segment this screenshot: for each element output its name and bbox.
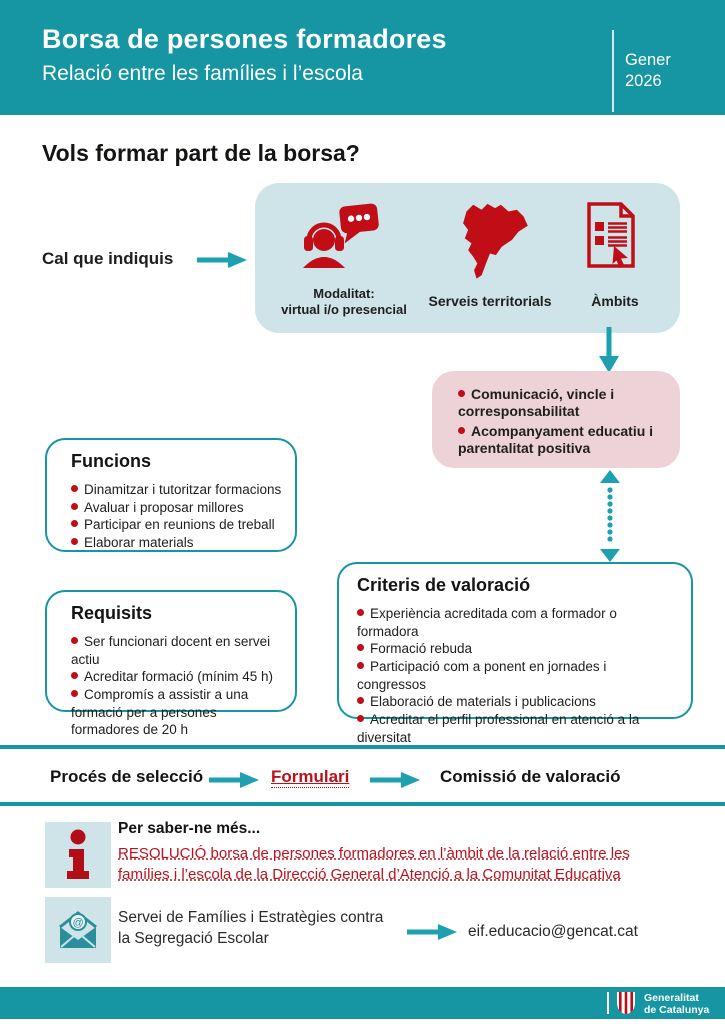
- list-item: Participar en reunions de treball: [71, 516, 283, 534]
- list-item: Experiència acreditada com a formador o formadora: [357, 606, 617, 639]
- header-divider: [612, 30, 614, 112]
- modalitat-label: Modalitat: virtual i/o presencial: [281, 286, 407, 317]
- criteris-title: Criteris de valoració: [357, 575, 531, 595]
- list-item: Acreditar formació (mínim 45 h): [71, 668, 283, 686]
- bullet-icon: [71, 503, 78, 510]
- list-item: Formació rebuda: [357, 640, 679, 658]
- criteris-list: [357, 605, 679, 746]
- catalonia-map-icon: [448, 196, 532, 284]
- requisits-title: Requisits: [71, 603, 153, 623]
- requisits-list: [71, 633, 283, 739]
- right-arrow-icon: [195, 250, 247, 270]
- header-date: [625, 50, 671, 91]
- headset-chat-icon: [292, 200, 392, 280]
- funcions-list: [71, 481, 283, 552]
- right-arrow-icon: [368, 770, 420, 790]
- section-question: Vols formar part de la borsa?: [42, 140, 360, 166]
- funcions-title: Funcions: [71, 451, 151, 471]
- bullet-icon: [458, 390, 465, 397]
- info-icon-tile: [45, 822, 111, 888]
- page-subtitle: Relació entre les famílies i l’escola: [42, 62, 363, 85]
- bullet-icon: [357, 644, 364, 651]
- list-item: Elaboració de materials i publicacions: [357, 693, 679, 711]
- list-item: Avaluar i proposar millores: [71, 499, 283, 517]
- service-name: Servei de Famílies i Estratègies contra la Segregació Escolar: [118, 909, 384, 947]
- header-date-year: 2026: [625, 71, 662, 90]
- bullet-icon: [71, 637, 78, 644]
- bullet-icon: [71, 672, 78, 679]
- email-address-link[interactable]: eif.educacio@gencat.cat: [468, 923, 638, 940]
- cal-que-indiquis-label: Cal que indiquis: [42, 249, 174, 268]
- bullet-icon: [71, 520, 78, 527]
- list-item: Ser funcionari docent en servei actiu: [71, 634, 271, 667]
- header-date-month: Gener: [625, 51, 671, 69]
- list-item: Compromís a assistir a una formació per a persones formadores de 20 h: [71, 687, 249, 738]
- down-arrow-icon: [597, 327, 621, 373]
- per-saber-ne-mes-title: Per saber-ne més...: [118, 820, 261, 837]
- bullet-icon: [357, 609, 364, 616]
- bullet-icon: [357, 662, 364, 669]
- resolucio-link[interactable]: RESOLUCIÓ borsa de persones formadores en l’àmbit de la relació entre les famílies i l’escola de la Direcció General d’Atenció a la Comunitat Educativa: [118, 845, 630, 883]
- envelope-at-icon: [54, 909, 102, 951]
- bullet-icon: [357, 715, 364, 722]
- list-item: Elaborar materials: [71, 534, 283, 552]
- header-banner: [0, 0, 725, 115]
- horizontal-rule: [0, 802, 725, 806]
- funcions-card: [45, 438, 297, 552]
- formulari-link[interactable]: Formulari: [271, 767, 350, 786]
- generalitat-shield-icon: [615, 991, 637, 1015]
- requisits-card: [45, 590, 297, 738]
- bullet-icon: [458, 427, 465, 434]
- ambits-label: Àmbits: [591, 293, 639, 309]
- document-checklist-icon: [583, 200, 639, 270]
- bullet-icon: [71, 538, 78, 545]
- bullet-icon: [71, 690, 78, 697]
- comissio-valoracio-label: Comissió de valoració: [440, 767, 621, 786]
- generalitat-logo-text: Generalitat de Catalunya: [644, 992, 710, 1017]
- info-i-icon: [60, 829, 96, 881]
- criteris-card: [337, 562, 693, 745]
- ambits-item: Acompanyament educatiu i parentalitat positiva: [458, 423, 654, 457]
- dotted-double-arrow-icon: [598, 470, 622, 562]
- list-item: Dinamitzar i tutoritzar formacions: [71, 481, 283, 499]
- list-item: Participació com a ponent en jornades i congressos: [357, 659, 607, 692]
- ambits-item: Comunicació, vincle i corresponsabilitat: [458, 386, 615, 420]
- horizontal-rule: [0, 745, 725, 749]
- email-icon-tile: [45, 897, 111, 963]
- svg-text:@: @: [72, 917, 84, 929]
- footer-divider: [607, 992, 609, 1014]
- footer-bar: [0, 987, 725, 1019]
- list-item: Acreditar el perfil professional en atenció a la diversitat: [357, 712, 640, 745]
- ambits-themes-box: [432, 371, 680, 468]
- right-arrow-icon: [207, 770, 259, 790]
- proces-seleccio-label: Procés de selecció: [50, 767, 204, 786]
- right-arrow-icon: [405, 922, 457, 942]
- serveis-territorials-label: Serveis territorials: [428, 293, 552, 309]
- bullet-icon: [71, 485, 78, 492]
- page-title: Borsa de persones formadores: [42, 24, 447, 54]
- bullet-icon: [357, 697, 364, 704]
